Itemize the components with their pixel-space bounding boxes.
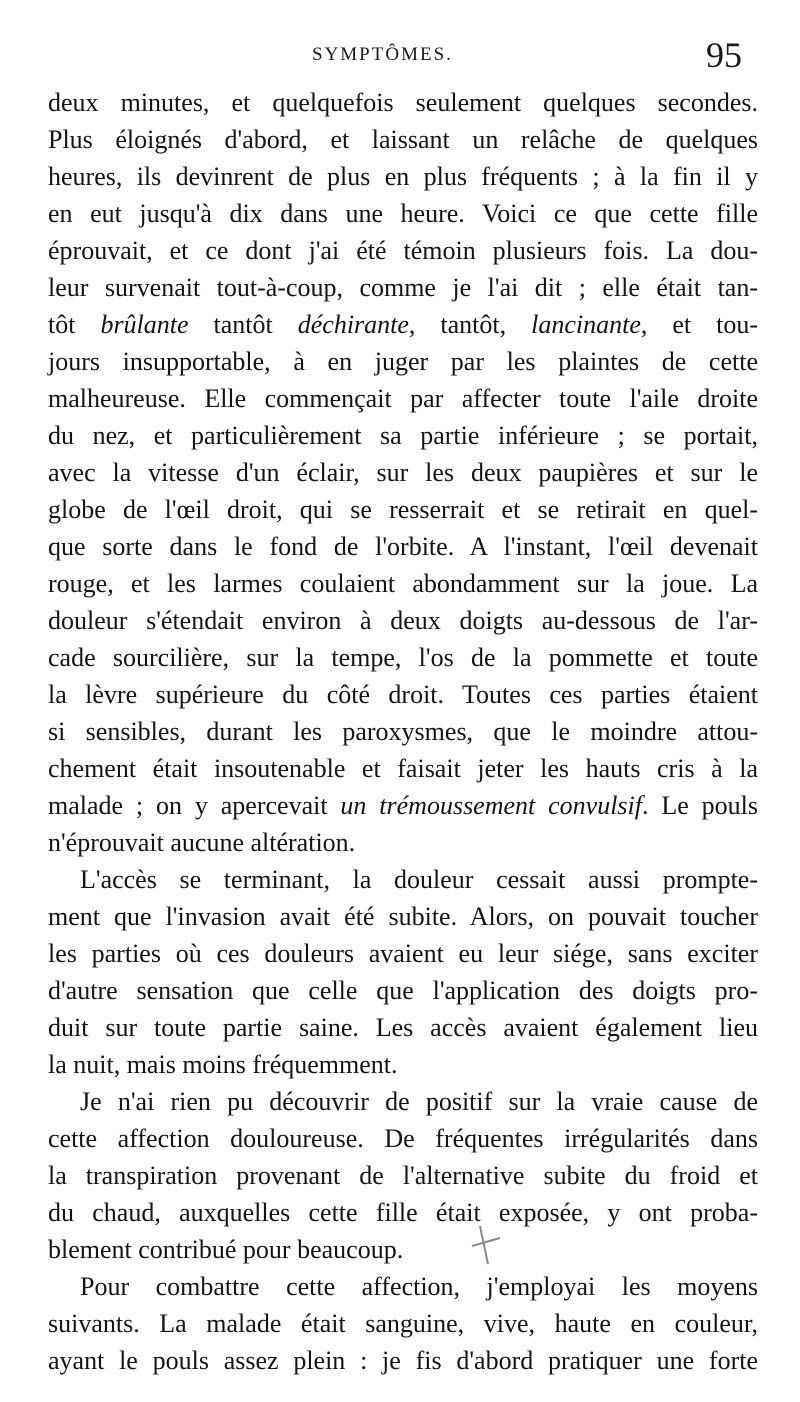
text-run: Je n'ai rien pu découvrir de positif sur la vraie cause de (80, 1087, 758, 1116)
text-line (48, 1231, 758, 1268)
text-run: les parties où ces douleurs avaient eu leur siége, sans exciter (48, 939, 758, 968)
text-run: ment que l'invasion avait été subite. Alors, on pouvait toucher (48, 902, 758, 931)
italic-phrase: brûlante (100, 310, 189, 339)
text-line (48, 158, 758, 195)
text-run: chement était insoutenable et faisait jeter les hauts cris à la (48, 754, 758, 783)
text-run: rouge, et les larmes coulaient abondamment sur la joue. La (48, 569, 758, 598)
text-line (48, 1194, 758, 1231)
text-line (48, 1120, 758, 1157)
text-line (48, 121, 758, 158)
text-run: cette affection douloureuse. De fréquentes irrégularités dans (48, 1124, 758, 1153)
text-run: ayant le pouls assez plein : je fis d'abord pratiquer une forte (48, 1346, 758, 1375)
text-run: , tantôt, (408, 310, 532, 339)
text-run: la nuit, mais moins fréquemment. (48, 1050, 398, 1079)
text-line (48, 343, 758, 380)
text-line (48, 602, 758, 639)
text-line (48, 1009, 758, 1046)
text-line (48, 380, 758, 417)
text-line (48, 306, 758, 343)
text-line (48, 1305, 758, 1342)
text-line (48, 454, 758, 491)
text-line (48, 232, 758, 269)
text-run: , et tou- (640, 310, 758, 339)
text-run: du chaud, auxquelles cette fille était exposée, y ont proba- (48, 1198, 758, 1227)
text-run: d'autre sensation que celle que l'application des doigts pro- (48, 976, 758, 1005)
text-run: du nez, et particulièrement sa partie inférieure ; se portait, (48, 421, 758, 450)
text-run: la transpiration provenant de l'alternative subite du froid et (48, 1161, 758, 1190)
text-line (48, 824, 758, 861)
text-run: heures, ils devinrent de plus en plus fréquents ; à la fin il y (48, 162, 758, 191)
text-line (48, 972, 758, 1009)
text-run: Pour combattre cette affection, j'employai les moyens (80, 1272, 758, 1301)
italic-phrase: un trémoussement convulsif (340, 791, 642, 820)
text-run: leur survenait tout-à-coup, comme je l'ai dit ; elle était tan- (48, 273, 758, 302)
text-line (48, 1083, 758, 1120)
text-run: Plus éloignés d'abord, et laissant un relâche de quelques (48, 125, 758, 154)
text-run: que sorte dans le fond de l'orbite. A l'instant, l'œil devenait (48, 532, 758, 561)
text-line (48, 269, 758, 306)
text-run: tôt (48, 310, 101, 339)
text-line (48, 84, 758, 121)
text-line (48, 1268, 758, 1305)
italic-phrase: déchirante (297, 310, 409, 339)
text-run: si sensibles, durant les paroxysmes, que le moindre attou- (48, 717, 758, 746)
text-line (48, 676, 758, 713)
text-run: blement contribué pour beaucoup. (48, 1235, 404, 1264)
text-run: éprouvait, et ce dont j'ai été témoin plusieurs fois. La dou- (48, 236, 758, 265)
text-line (48, 1046, 758, 1083)
italic-phrase: lancinante (531, 310, 641, 339)
text-line (48, 1342, 758, 1379)
text-run: malheureuse. Elle commençait par affecter toute l'aile droite (48, 384, 758, 413)
text-line (48, 898, 758, 935)
text-run: duit sur toute partie saine. Les accès avaient également lieu (48, 1013, 758, 1042)
text-run: jours insupportable, à en juger par les plaintes de cette (48, 347, 758, 376)
text-run: . Le pouls (642, 791, 758, 820)
page-number: 95 (706, 35, 742, 75)
running-head: SYMPTÔMES. (312, 44, 453, 65)
text-body (48, 84, 758, 1379)
text-run: tantôt (188, 310, 298, 339)
text-line (48, 528, 758, 565)
text-run: globe de l'œil droit, qui se resserrait et se retirait en quel- (48, 495, 758, 524)
text-line (48, 750, 758, 787)
text-line (48, 935, 758, 972)
text-line (48, 491, 758, 528)
text-run: suivants. La malade était sanguine, vive, haute en couleur, (48, 1309, 758, 1338)
text-line (48, 713, 758, 750)
text-run: en eut jusqu'à dix dans une heure. Voici ce que cette fille (48, 199, 758, 228)
text-run: avec la vitesse d'un éclair, sur les deux paupières et sur le (48, 458, 758, 487)
text-run: n'éprouvait aucune altération. (48, 828, 356, 857)
text-line (48, 639, 758, 676)
text-run: cade sourcilière, sur la tempe, l'os de la pommette et toute (48, 643, 758, 672)
text-line (48, 787, 758, 824)
text-run: douleur s'étendait environ à deux doigts au-dessous de l'ar- (48, 606, 758, 635)
text-line (48, 1157, 758, 1194)
text-run: deux minutes, et quelquefois seulement quelques secondes. (48, 88, 758, 117)
pencil-cross-mark (466, 1220, 506, 1270)
text-run: la lèvre supérieure du côté droit. Toutes ces parties étaient (48, 680, 758, 709)
text-run: malade ; on y apercevait (48, 791, 341, 820)
text-line (48, 861, 758, 898)
text-line (48, 565, 758, 602)
text-line (48, 195, 758, 232)
text-run: L'accès se terminant, la douleur cessait aussi prompte- (80, 865, 758, 894)
text-line (48, 417, 758, 454)
